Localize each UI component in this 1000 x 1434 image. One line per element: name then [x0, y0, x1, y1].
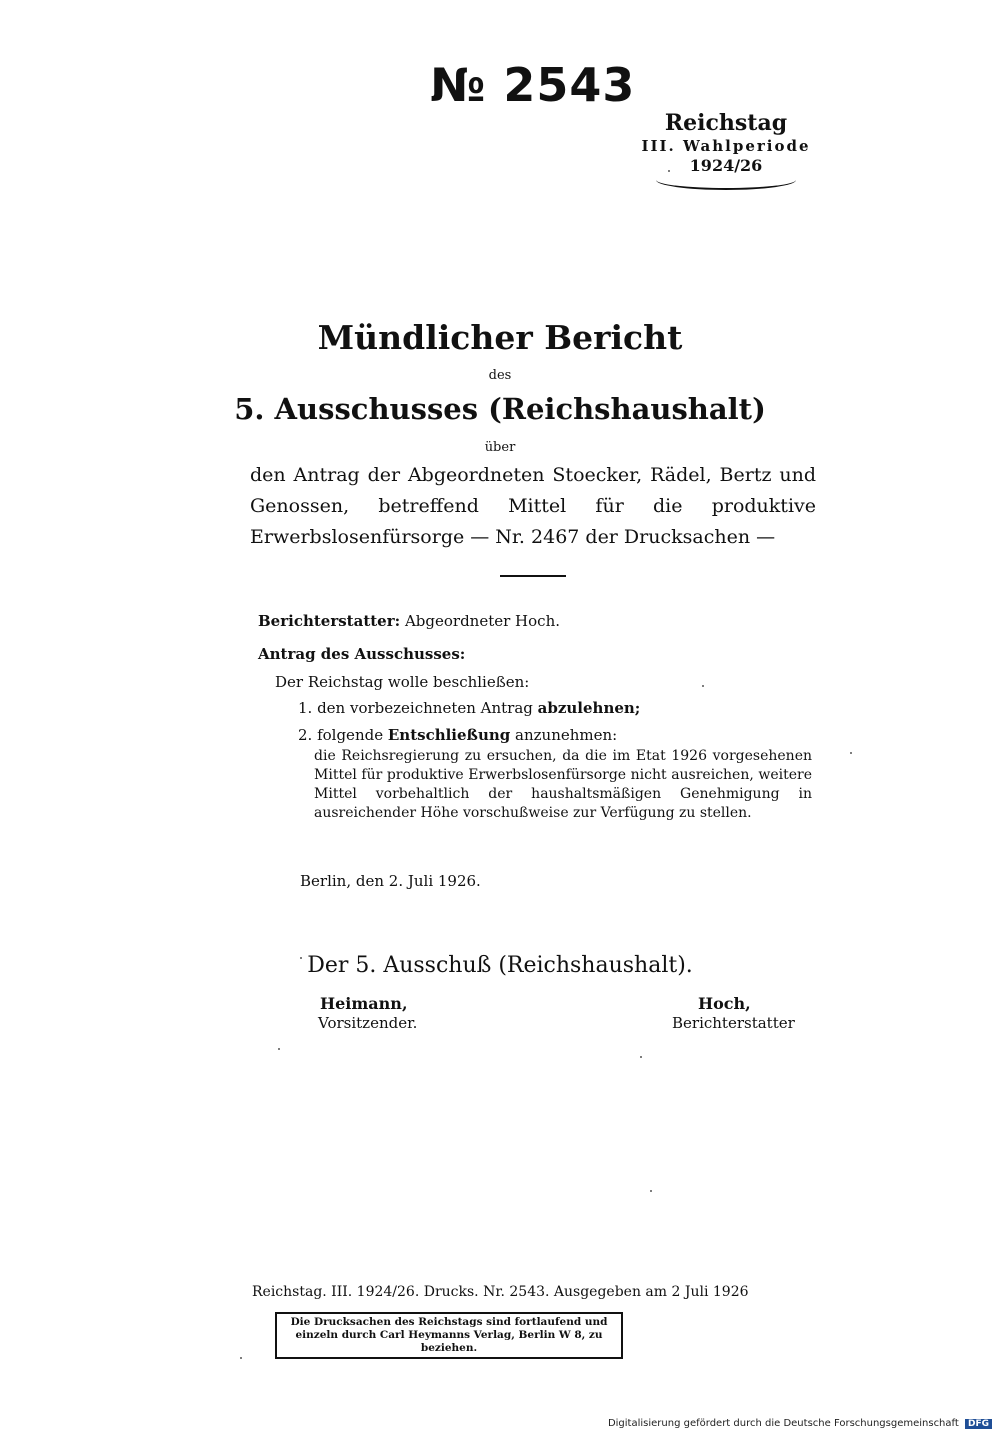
reporter-name: Hoch, [698, 994, 751, 1013]
reporter-role: Berichterstatter [672, 1014, 795, 1032]
report-title: Mündlicher Bericht [317, 318, 683, 357]
item1-bold: abzulehnen; [537, 699, 641, 717]
reporter-label: Berichterstatter: [258, 612, 401, 630]
item2-bold: Entschließung [387, 726, 511, 744]
reichstag-period-box [636, 110, 816, 190]
scan-speck [702, 685, 704, 687]
dfg-logo: DFG [965, 1419, 992, 1429]
place-date: Berlin, den 2. Juli 1926. [300, 872, 481, 890]
scan-speck [668, 170, 670, 172]
separator-rule [500, 575, 566, 577]
item2-suffix: anzunehmen: [515, 726, 618, 744]
scan-speck [850, 752, 852, 754]
item2-prefix: 2. folgende [298, 726, 384, 744]
reichstag-label: Reichstag [664, 110, 788, 136]
footer-publication-line: Reichstag. III. 1924/26. Drucks. Nr. 2543. Ausgegeben am 2 Juli 1926 [252, 1284, 749, 1300]
scan-speck [278, 1048, 280, 1050]
motion-intro: Der Reichstag wolle beschließen: [275, 673, 530, 691]
document-number: № 2543 [430, 58, 636, 112]
scan-speck [240, 1357, 242, 1359]
period-years: 1924/26 [689, 156, 763, 175]
motion-item-1 [298, 697, 640, 719]
dfg-credit [608, 1418, 992, 1429]
report-subject: den Antrag der Abgeordneten Stoecker, Rädel, Bertz und Genossen, betreffend Mittel für die produktive Erwerbslosenfürsorge — Nr. 2467 der Drucksachen — [250, 464, 816, 548]
dfg-credit-text: Digitalisierung gefördert durch die Deutsche Forschungsgemeinschaft [607, 1418, 959, 1429]
title-des: des [488, 368, 512, 383]
committee-signature: Der 5. Ausschuß (Reichshaushalt). [307, 953, 693, 978]
reporter-value: Abgeordneter Hoch. [404, 612, 560, 630]
committee-title: 5. Ausschusses (Reichshaushalt) [234, 392, 766, 426]
title-ueber: über [484, 440, 516, 455]
chair-role: Vorsitzender. [318, 1014, 418, 1032]
item1-text: 1. den vorbezeichneten Antrag [298, 699, 533, 717]
scan-speck [640, 1056, 642, 1058]
footer-notice-box: Die Drucksachen des Reichstags sind fortlaufend und einzeln durch Carl Heymanns Verlag, Berlin W 8, zu beziehen. [275, 1312, 623, 1359]
scan-speck [300, 957, 302, 959]
chair-name: Heimann, [320, 994, 408, 1013]
motion-heading: Antrag des Ausschusses: [258, 645, 466, 663]
scan-speck [650, 1190, 652, 1192]
period-label: III. Wahlperiode [641, 137, 811, 155]
reporter-line [258, 610, 560, 632]
resolution-text: die Reichsregierung zu ersuchen, da die im Etat 1926 vorgesehenen Mittel für produktive Erwerbslosenfürsorge nicht ausreichen, weitere Mittel vorbehaltlich der haushaltsmäßigen Genehmigung in ausreichender Höhe vorschußweise zur Verfügung zu stellen. [314, 748, 812, 821]
motion-item-2 [298, 724, 617, 746]
period-underline [656, 178, 796, 190]
